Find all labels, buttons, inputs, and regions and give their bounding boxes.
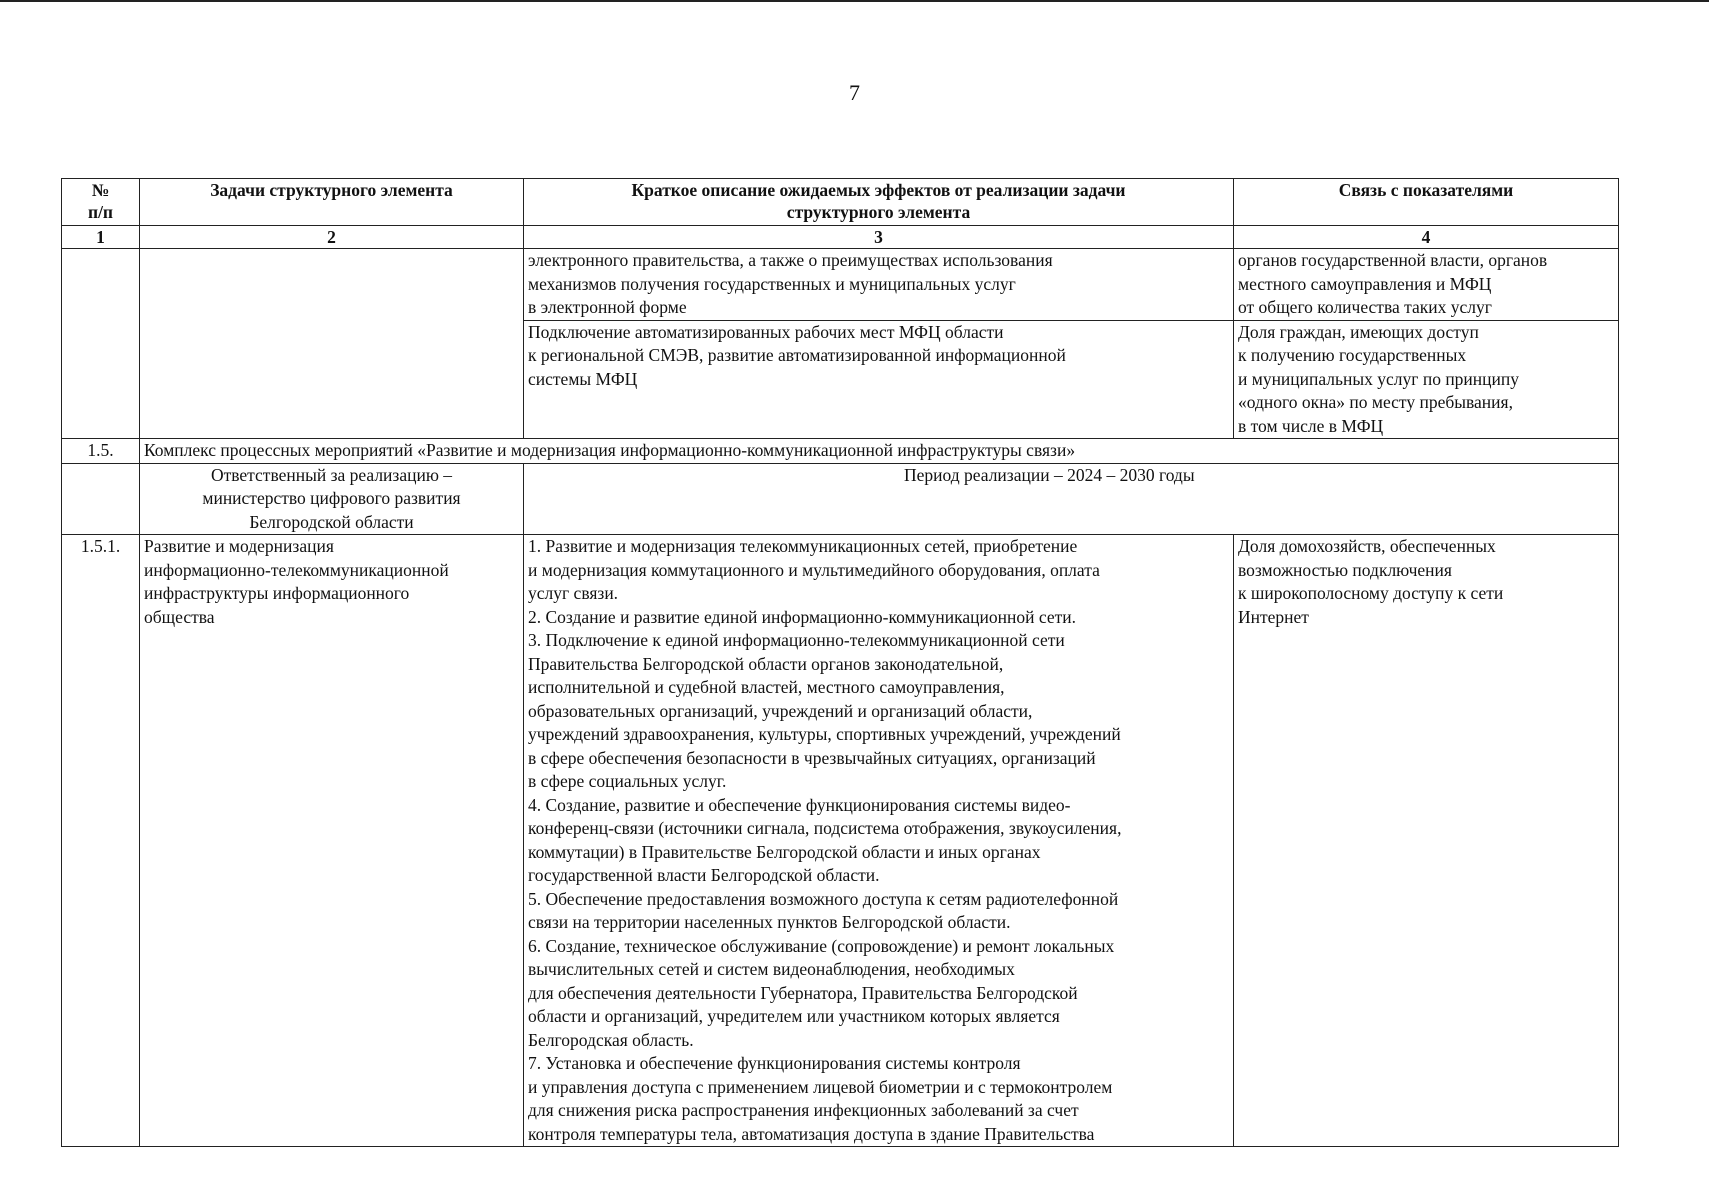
top-border-line	[0, 0, 1709, 2]
cell-indicator: органов государственной власти, органов местного самоуправления и МФЦ от общего количества таких услуг	[1234, 249, 1619, 321]
cell-effect: электронного правительства, а также о преимуществах использования механизмов получения государственных и муниципальных услуг в электронной форме	[524, 249, 1234, 321]
column-number-row	[62, 226, 1619, 249]
column-number: 3	[524, 226, 1234, 249]
table-row-responsible	[62, 463, 1619, 535]
column-number: 1	[62, 226, 140, 249]
cell-task-empty	[140, 249, 524, 439]
responsible-cell: Ответственный за реализацию – министерство цифрового развития Белгородской области	[140, 463, 524, 535]
cell-task: Развитие и модернизация информационно-телекоммуникационной инфраструктуры информационного общества	[140, 535, 524, 1147]
cell-number-empty	[62, 249, 140, 439]
header-row	[62, 179, 1619, 226]
column-number: 2	[140, 226, 524, 249]
cell-indicator: Доля граждан, имеющих доступ к получению государственных и муниципальных услуг по принципу «одного окна» по месту пребывания, в том числе в МФЦ	[1234, 320, 1619, 439]
table-row	[62, 535, 1619, 1147]
cell-effect: 1. Развитие и модернизация телекоммуникационных сетей, приобретение и модернизация коммутационного и мультимедийного оборудования, оплата услуг связи. 2. Создание и развитие единой информационно-коммуникационной сети. 3. Подключение к единой информационно-телекоммуникационной сети Правительства Белгородской области органов законодательной, исполнительной и судебной властей, местного самоуправления, образовательных организаций, учреждений и организаций области, учреждений здравоохранения, культуры, спортивных учреждений, учреждений в сфере обеспечения безопасности в чрезвычайных ситуациях, организаций в сфере социальных услуг. 4. Создание, развитие и обеспечение функционирования системы видео- конференц-связи (источники сигнала, подсистема отображения, звукоусиления, коммутации) в Правительстве Белгородской области и иных органах государственной власти Белгородской области. 5. Обеспечение предоставления возможного доступа к сетям радиотелефонной связи на территории населенных пунктов Белгородской области. 6. Создание, техническое обслуживание (сопровождение) и ремонт локальных вычислительных сетей и систем видеонаблюдения, необходимых для обеспечения деятельности Губернатора, Правительства Белгородской области и организаций, учредителем или участником которых является Белгородская область. 7. Установка и обеспечение функционирования системы контроля и управления доступа с применением лицевой биометрии и с термоконтролем для снижения риска распространения инфекционных заболеваний за счет контроля температуры тела, автоматизация доступа в здание Правительства	[524, 535, 1234, 1147]
measures-table	[61, 178, 1619, 1147]
header-indicators: Связь с показателями	[1234, 179, 1619, 226]
table-row	[62, 249, 1619, 321]
cell-effect: Подключение автоматизированных рабочих мест МФЦ области к региональной СМЭВ, развитие автоматизированной информационной системы МФЦ	[524, 320, 1234, 439]
header-tasks: Задачи структурного элемента	[140, 179, 524, 226]
cell-number-empty	[62, 463, 140, 535]
section-title: Комплекс процессных мероприятий «Развитие и модернизация информационно-коммуникационной инфраструктуры связи»	[140, 439, 1619, 464]
cell-number: 1.5.1.	[62, 535, 140, 1147]
header-effects: Краткое описание ожидаемых эффектов от реализации задачи структурного элемента	[524, 179, 1234, 226]
column-number: 4	[1234, 226, 1619, 249]
header-number: № п/п	[62, 179, 140, 226]
table-row-section	[62, 439, 1619, 464]
implementation-period: Период реализации – 2024 – 2030 годы	[524, 463, 1619, 535]
page-number: 7	[849, 80, 860, 105]
cell-indicator: Доля домохозяйств, обеспеченных возможностью подключения к широкополосному доступу к сети Интернет	[1234, 535, 1619, 1147]
cell-number: 1.5.	[62, 439, 140, 464]
